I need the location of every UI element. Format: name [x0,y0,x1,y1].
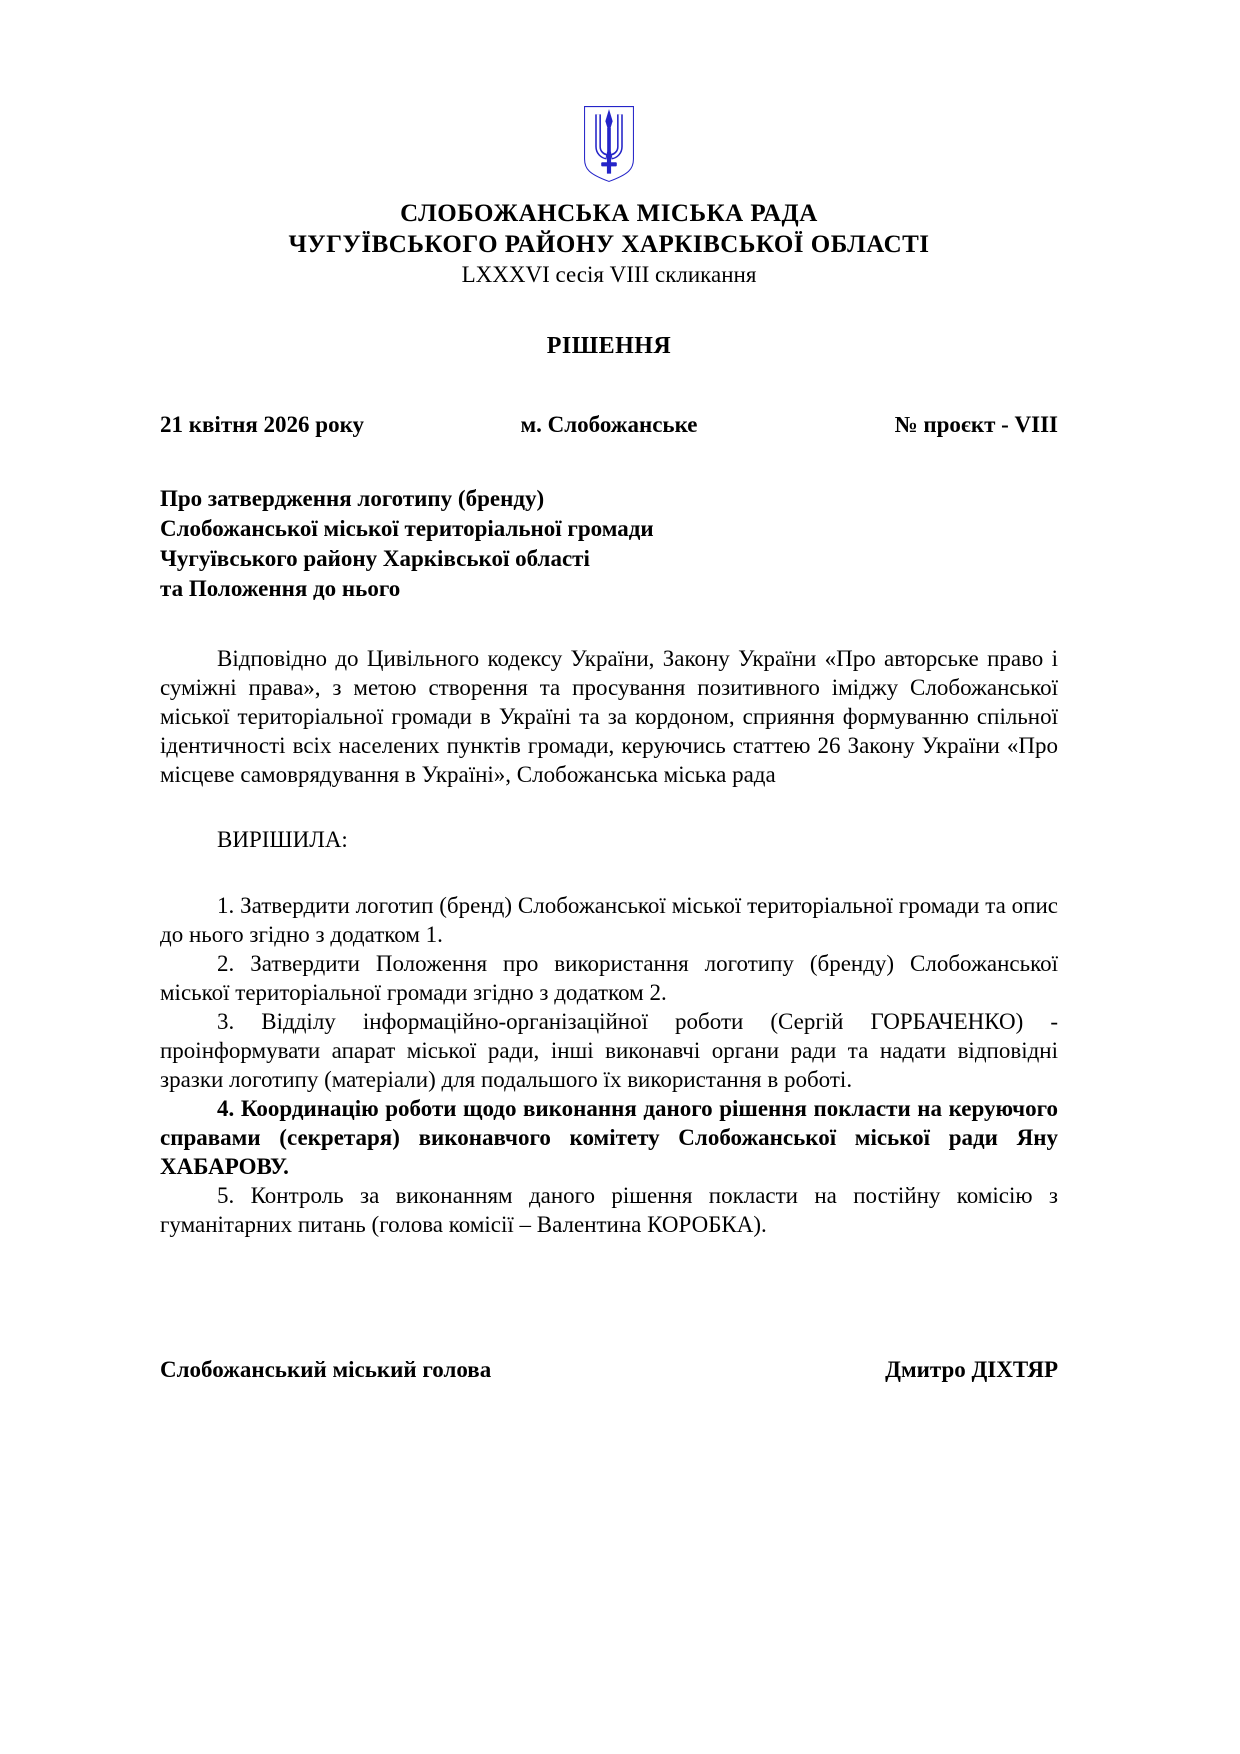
subject-block [160,484,1058,604]
document-type-title: РІШЕННЯ [546,333,672,359]
document-date: 21 квітня 2026 року [160,412,365,437]
preamble-paragraph: Відповідно до Цивільного кодексу України, Закону України «Про авторське право і суміжні права», з метою створення та просування позитивного іміджу Слобожанської міської територіальної громади в Україні та за кордоном, сприяння формуванню спільної ідентичності всіх населених пунктів громади, керуючись статтею 26 Закону України «Про місцеве самоврядування в Україні», Слобожанська міська рада [160,646,1058,787]
signature-row [160,1357,1058,1383]
resolution-item: 2. Затвердити Положення про використання логотипу (бренду) Слобожанської міської територіальної громади згідно з додатком 2. [160,951,1058,1005]
signatory-position: Слобожанський міський голова [160,1357,492,1382]
subject-line: Слобожанської міської територіальної громади [160,516,654,541]
document-meta-row [160,412,1058,438]
subject-line: та Положення до нього [160,576,401,601]
ukraine-trident-emblem-icon [583,100,635,188]
document-place: м. Слобожанське [520,412,698,437]
signatory-name: Дмитро ДІХТЯР [885,1357,1058,1382]
document-header [160,100,1058,360]
subject-line: Про затвердження логотипу (бренду) [160,486,545,511]
document-number: № проєкт - VIII [894,412,1058,437]
resolution-item: 3. Відділу інформаційно-організаційної роботи (Сергій ГОРБАЧЕНКО) - проінформувати апарат міської ради, інші виконавчі органи ради та надати відповідні зразки логотипу (матеріали) для подальшого їх використання в роботі. [160,1009,1058,1092]
resolution-item: 4. Координацію роботи щодо виконання даного рішення покласти на керуючого справами (секретаря) виконавчого комітету Слобожанської міської ради Яну ХАБАРОВУ. [160,1096,1058,1179]
resolved-label: ВИРІШИЛА: [217,827,348,852]
resolution-item: 1. Затвердити логотип (бренд) Слобожанської міської територіальної громади та опис до нього згідно з додатком 1. [160,893,1058,947]
resolution-item: 5. Контроль за виконанням даного рішення покласти на постійну комісію з гуманітарних питань (голова комісії – Валентина КОРОБКА). [160,1183,1058,1237]
session-line: LXXXVI сесія VIII скликання [461,262,757,287]
resolution-items [160,891,1058,1239]
council-name: СЛОБОЖАНСЬКА МІСЬКА РАДА [400,200,818,227]
district-region-name: ЧУГУЇВСЬКОГО РАЙОНУ ХАРКІВСЬКОЇ ОБЛАСТІ [288,231,930,258]
subject-line: Чугуївського району Харківської області [160,546,590,571]
